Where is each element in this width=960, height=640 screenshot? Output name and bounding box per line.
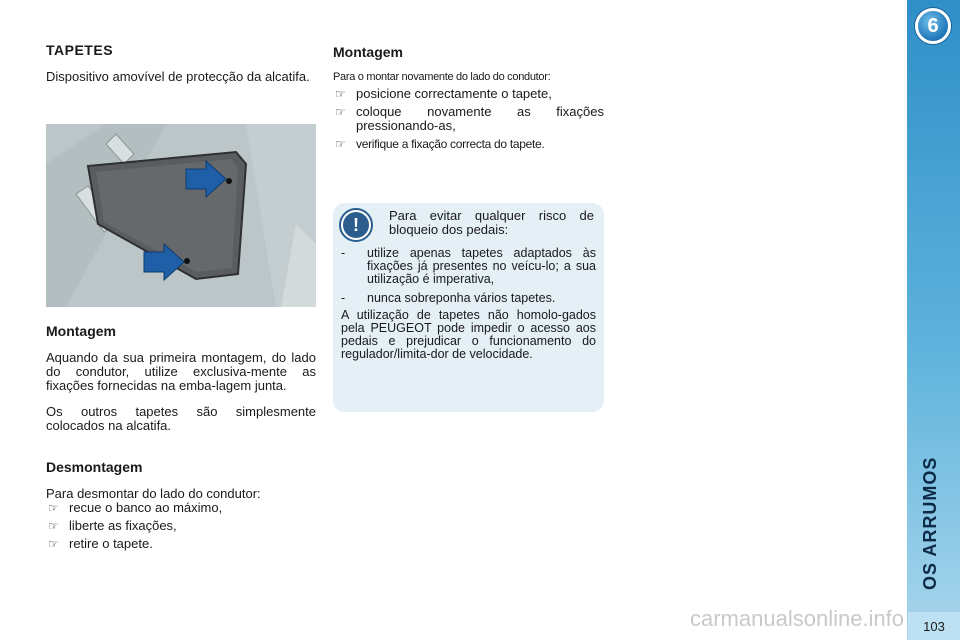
hand-pointer-icon: ☞ xyxy=(48,519,59,533)
warning-lead: Para evitar qualquer risco de bloqueio dos pedais: xyxy=(389,208,594,237)
hand-pointer-icon: ☞ xyxy=(335,87,346,101)
list-item: ☞ liberte as fixações, xyxy=(48,518,177,533)
montagem-intro-right: Para o montar novamente do lado do condutor: xyxy=(333,71,551,83)
hand-pointer-icon: ☞ xyxy=(335,137,346,151)
hand-pointer-icon: ☞ xyxy=(335,105,346,119)
desmontagem-intro: Para desmontar do lado do condutor: xyxy=(46,486,261,501)
intro-text: Dispositivo amovível de protecção da alcatifa. xyxy=(46,69,310,84)
chapter-title: OS ARRUMOS xyxy=(920,456,940,590)
montagem-paragraph-2: Os outros tapetes são simplesmente colocados na alcatifa. xyxy=(46,404,316,433)
hand-pointer-icon: ☞ xyxy=(48,537,59,551)
list-item: ☞ recue o banco ao máximo, xyxy=(48,500,223,515)
desmontagem-title: Desmontagem xyxy=(46,459,143,475)
list-item: - utilize apenas tapetes adaptados às fixações já presentes no veícu-lo; a sua utilização é imperativa, xyxy=(341,246,596,286)
watermark-text: carmanualsonline.info xyxy=(690,606,905,631)
list-item: ☞ coloque novamente as fixações pressionando-as, xyxy=(335,104,604,133)
hand-pointer-icon: ☞ xyxy=(48,501,59,515)
warning-list xyxy=(341,247,596,311)
warning-note: A utilização de tapetes não homolo-gados pela PEUGEOT pode impedir o acesso aos pedais e prejudicar o funcionamento do regulador/limita-dor de velocidade. xyxy=(341,308,596,361)
montagem-list-right xyxy=(333,87,604,155)
exclamation-icon: ! xyxy=(339,208,373,242)
montagem-paragraph-1: Aquando da sua primeira montagem, do lado do condutor, utilize exclusiva-mente as fixações fornecidas na emba-lagem junta. xyxy=(46,350,316,393)
montagem-title-left: Montagem xyxy=(46,323,116,339)
chapter-number-badge: 6 xyxy=(915,8,951,44)
page-number: 103 xyxy=(908,612,960,640)
floor-mat-illustration xyxy=(46,124,316,307)
arrow-icon xyxy=(46,124,316,307)
list-item: ☞ posicione correctamente o tapete, xyxy=(335,86,552,101)
list-item: - nunca sobreponha vários tapetes. xyxy=(341,291,556,305)
list-item: ☞ retire o tapete. xyxy=(48,536,153,551)
list-item: ☞ verifique a fixação correcta do tapete. xyxy=(335,137,545,151)
montagem-title-right: Montagem xyxy=(333,44,403,60)
section-title: TAPETES xyxy=(46,42,114,58)
desmontagem-list xyxy=(46,501,316,555)
